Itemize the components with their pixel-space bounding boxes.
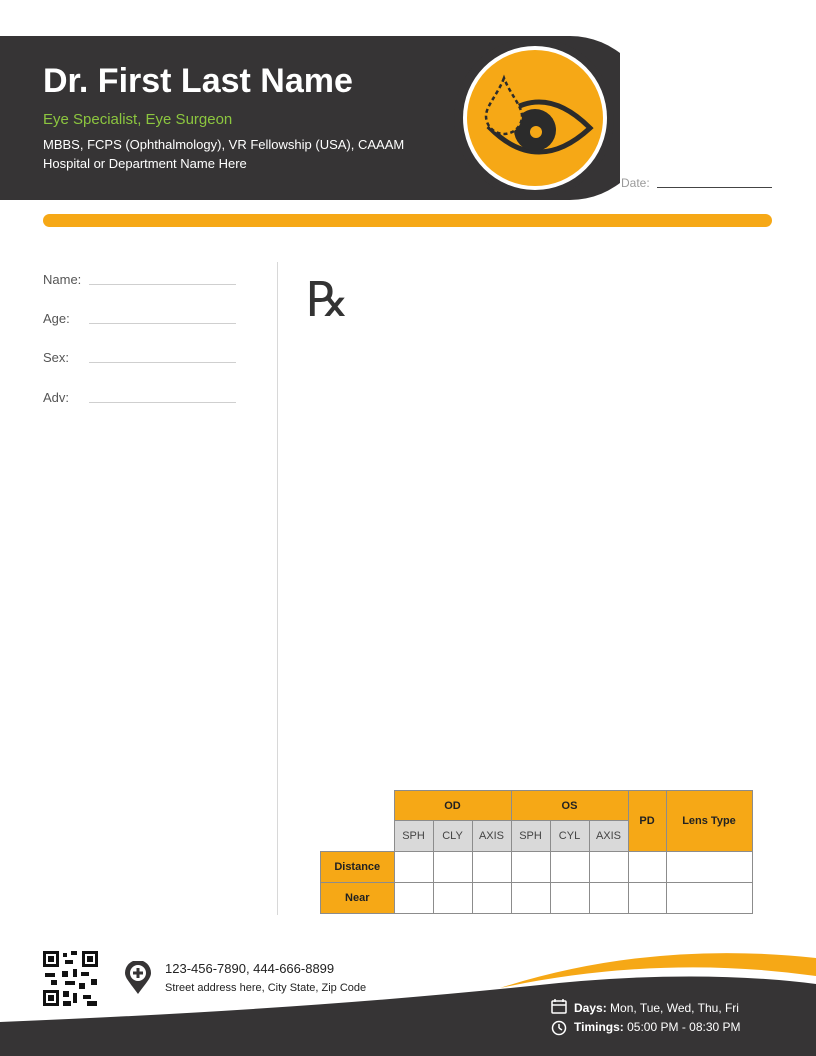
name-field-line[interactable]	[89, 284, 236, 285]
od-header: OD	[394, 791, 511, 821]
table-cell[interactable]	[394, 852, 433, 883]
accent-divider	[43, 214, 772, 227]
lens-type-header: Lens Type	[666, 791, 752, 852]
clock-icon	[551, 1020, 567, 1036]
table-cell[interactable]	[550, 852, 589, 883]
rx-symbol: ℞	[306, 272, 350, 328]
age-field-line[interactable]	[89, 323, 236, 324]
table-cell[interactable]	[511, 852, 550, 883]
footer-band	[0, 940, 816, 1056]
table-cell[interactable]	[472, 883, 511, 914]
od-sph-header: SPH	[394, 821, 433, 852]
timings-value: 05:00 PM - 08:30 PM	[627, 1020, 741, 1034]
table-cell[interactable]	[666, 883, 752, 914]
working-days	[574, 1001, 739, 1015]
doctor-qualifications: MBBS, FCPS (Ophthalmology), VR Fellowship (USA), CAAAM	[43, 137, 405, 152]
os-sph-header: SPH	[511, 821, 550, 852]
days-value: Mon, Tue, Wed, Thu, Fri	[610, 1001, 739, 1015]
phone-numbers: 123-456-7890, 444-666-8899	[165, 961, 335, 976]
near-row-label: Near	[321, 883, 395, 914]
doctor-specialty: Eye Specialist, Eye Surgeon	[43, 111, 233, 128]
table-cell[interactable]	[628, 852, 666, 883]
hospital-name: Hospital or Department Name Here	[43, 156, 247, 171]
os-axis-header: AXIS	[589, 821, 628, 852]
pd-header: PD	[628, 791, 666, 852]
prescription-table	[320, 790, 753, 914]
date-field-line[interactable]	[657, 187, 772, 188]
sex-label: Sex:	[43, 350, 70, 365]
table-cell[interactable]	[511, 883, 550, 914]
qr-code-icon	[43, 951, 98, 1006]
os-header: OS	[511, 791, 628, 821]
od-cyl-header: CLY	[433, 821, 472, 852]
od-axis-header: AXIS	[472, 821, 511, 852]
days-label: Days:	[574, 1001, 607, 1015]
timings-label: Timings:	[574, 1020, 624, 1034]
table-row	[321, 883, 753, 914]
location-pin-icon	[124, 961, 152, 995]
street-address: Street address here, City State, Zip Code	[165, 982, 367, 994]
os-cyl-header: CYL	[550, 821, 589, 852]
date-label: Date:	[621, 176, 650, 190]
table-cell[interactable]	[472, 852, 511, 883]
working-timings	[574, 1020, 741, 1034]
eye-drop-icon	[420, 36, 620, 206]
calendar-icon	[551, 999, 567, 1014]
sex-field-line[interactable]	[89, 362, 236, 363]
table-row	[321, 852, 753, 883]
table-cell[interactable]	[666, 852, 752, 883]
doctor-name: Dr. First Last Name	[43, 62, 353, 100]
table-cell[interactable]	[394, 883, 433, 914]
table-cell[interactable]	[433, 883, 472, 914]
advice-label: Adv:	[43, 390, 70, 405]
table-cell[interactable]	[433, 852, 472, 883]
table-cell[interactable]	[589, 883, 628, 914]
advice-field-line[interactable]	[89, 402, 236, 403]
table-cell[interactable]	[628, 883, 666, 914]
distance-row-label: Distance	[321, 852, 395, 883]
name-label: Name:	[43, 272, 82, 287]
table-cell[interactable]	[589, 852, 628, 883]
age-label: Age:	[43, 311, 70, 326]
column-divider	[277, 262, 278, 915]
table-cell[interactable]	[550, 883, 589, 914]
